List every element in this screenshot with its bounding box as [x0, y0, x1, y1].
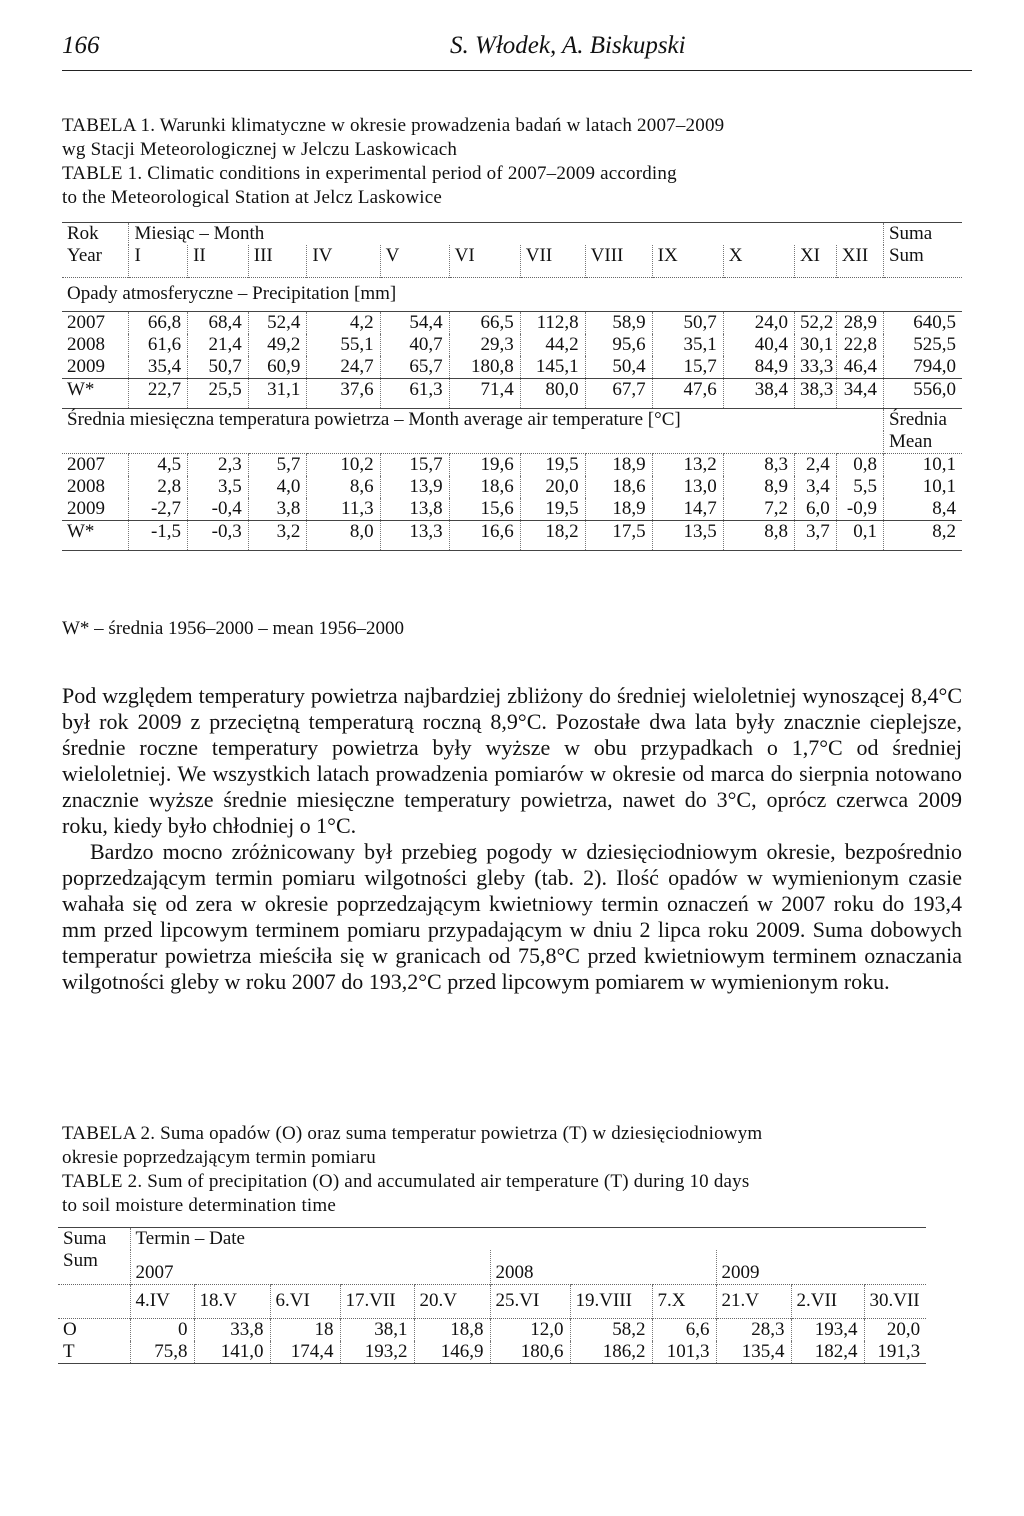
data-cell: 6,0 [794, 498, 836, 521]
data-cell: 146,9 [414, 1341, 490, 1364]
precip-section-title: Opady atmosferyczne – Precipitation [mm] [62, 277, 962, 311]
data-cell: -0,4 [188, 498, 249, 521]
data-cell: 18,8 [414, 1318, 490, 1341]
data-cell: 15,6 [449, 498, 520, 521]
mean-label: Mean [883, 431, 962, 454]
table-row [62, 378, 962, 408]
table-row [62, 356, 962, 379]
data-cell: 68,4 [188, 311, 249, 334]
data-cell: 182,4 [791, 1341, 864, 1364]
row-label: 2007 [62, 453, 129, 476]
month-cell: I [129, 245, 188, 277]
month-cell: II [188, 245, 249, 277]
date-cell: 21.V [716, 1284, 791, 1318]
date-cell: 6.VI [270, 1284, 340, 1318]
data-cell: 65,7 [380, 356, 449, 379]
data-cell: 58,9 [585, 311, 652, 334]
t1-head [62, 223, 962, 278]
sum-label: Sum [63, 1250, 98, 1271]
data-cell: 18,2 [520, 520, 585, 550]
table-row [62, 408, 962, 431]
data-cell: 40,7 [380, 334, 449, 356]
data-cell: 8,9 [723, 476, 794, 498]
data-cell: 17,5 [585, 520, 652, 550]
data-cell: 19,5 [520, 498, 585, 521]
caption-line: TABLE 2. Sum of precipitation (O) and accumulated air temperature (T) during 10 days [62, 1171, 750, 1192]
data-cell: 54,4 [380, 311, 449, 334]
data-cell: 5,7 [248, 453, 307, 476]
data-cell: 84,9 [723, 356, 794, 379]
data-cell: 10,2 [307, 453, 380, 476]
data-cell: 60,9 [248, 356, 307, 379]
data-cell: 18,6 [449, 476, 520, 498]
table2-caption [62, 1122, 962, 1218]
caption-line: to the Meteorological Station at Jelcz Laskowice [62, 187, 442, 208]
data-cell: 61,3 [380, 378, 449, 408]
table-row [62, 520, 962, 550]
data-cell: 20,0 [864, 1318, 926, 1341]
table1-footnote: W* – średnia 1956–2000 – mean 1956–2000 [62, 618, 404, 639]
data-cell: 33,3 [794, 356, 836, 379]
data-cell: 3,2 [248, 520, 307, 550]
table-row [58, 1250, 926, 1284]
date-cell: 2.VII [791, 1284, 864, 1318]
data-cell: 180,8 [449, 356, 520, 379]
date-cell: 30.VII [864, 1284, 926, 1318]
data-cell: 13,3 [380, 520, 449, 550]
data-cell: 4,2 [307, 311, 380, 334]
data-cell: 58,2 [570, 1318, 652, 1341]
caption-line: TABELA 1. Warunki klimatyczne w okresie prowadzenia badań w latach 2007–2009 [62, 115, 725, 136]
data-cell: 0 [130, 1318, 194, 1341]
row-label: 2009 [67, 497, 105, 519]
data-cell: 145,1 [520, 356, 585, 379]
data-cell: 52,2 [794, 311, 836, 334]
table-row [62, 277, 962, 311]
data-cell: 141,0 [194, 1341, 270, 1364]
month-cell: XI [794, 245, 836, 277]
data-cell: 18,9 [585, 498, 652, 521]
rok-label: Rok [62, 223, 129, 246]
table-row [58, 1284, 926, 1318]
t2-head [58, 1228, 926, 1319]
date-cell: 19.VIII [570, 1284, 652, 1318]
data-cell: 67,7 [585, 378, 652, 408]
month-cell: VIII [585, 245, 652, 277]
table-row [62, 245, 962, 277]
data-cell: 3,4 [794, 476, 836, 498]
row-label: T [58, 1341, 130, 1364]
total-cell: 10,1 [883, 476, 962, 498]
row-label: W* [62, 378, 129, 408]
data-cell: 8,6 [307, 476, 380, 498]
data-cell: 19,5 [520, 453, 585, 476]
page-number: 166 [62, 32, 100, 59]
data-cell: 34,4 [836, 378, 883, 408]
data-cell: 8,8 [723, 520, 794, 550]
running-title: S. Włodek, A. Biskupski [450, 32, 686, 59]
t2-body [58, 1318, 926, 1363]
table-row [62, 223, 962, 246]
data-cell: 6,6 [652, 1318, 716, 1341]
data-cell: 18,6 [585, 476, 652, 498]
row-label: 2008 [67, 333, 105, 355]
data-cell: 0,8 [836, 453, 883, 476]
suma-label: Suma [883, 223, 962, 246]
data-cell: 19,6 [449, 453, 520, 476]
data-cell: 22,8 [836, 334, 883, 356]
data-cell: 13,8 [380, 498, 449, 521]
data-cell: 13,2 [652, 453, 723, 476]
caption-line: okresie poprzedzającym termin pomiaru [62, 1147, 376, 1168]
table-row [62, 498, 962, 521]
date-cell: 7.X [652, 1284, 716, 1318]
data-cell: 24,0 [723, 311, 794, 334]
total-cell: 8,2 [883, 520, 962, 550]
row-label: 2008 [67, 475, 105, 497]
data-cell: 20,0 [520, 476, 585, 498]
data-cell: 61,6 [129, 334, 188, 356]
data-cell: 46,4 [836, 356, 883, 379]
data-cell: -2,7 [129, 498, 188, 521]
data-cell: -0,3 [188, 520, 249, 550]
data-cell: 13,9 [380, 476, 449, 498]
page-header [62, 30, 972, 71]
data-cell: 38,1 [340, 1318, 414, 1341]
data-cell: 135,4 [716, 1341, 791, 1364]
data-cell: 18 [270, 1318, 340, 1341]
data-cell: 80,0 [520, 378, 585, 408]
month-cell: IV [307, 245, 380, 277]
table-row [62, 453, 962, 476]
data-cell: 95,6 [585, 334, 652, 356]
srednia-label: Średnia [883, 408, 962, 431]
data-cell: 12,0 [490, 1318, 570, 1341]
data-cell: 75,8 [130, 1341, 194, 1364]
data-cell: 3,7 [794, 520, 836, 550]
total-cell: 525,5 [883, 334, 962, 356]
climate-table [62, 222, 962, 551]
data-cell: 50,7 [188, 356, 249, 379]
data-cell: 28,3 [716, 1318, 791, 1341]
data-cell: 4,0 [248, 476, 307, 498]
suma-label: Suma [58, 1228, 130, 1251]
data-cell: 11,3 [307, 498, 380, 521]
table-row [58, 1341, 926, 1364]
blank-cell [62, 431, 883, 454]
month-cell: III [248, 245, 307, 277]
date-header: Termin – Date [130, 1228, 926, 1251]
caption-line: TABLE 1. Climatic conditions in experimental period of 2007–2009 according [62, 163, 677, 184]
row-label: O [58, 1318, 130, 1341]
month-header: Miesiąc – Month [129, 223, 883, 246]
data-cell: 31,1 [248, 378, 307, 408]
data-cell: 71,4 [449, 378, 520, 408]
data-cell: 44,2 [520, 334, 585, 356]
data-cell: 2,4 [794, 453, 836, 476]
data-cell: 66,5 [449, 311, 520, 334]
data-cell: 35,1 [652, 334, 723, 356]
data-cell: 38,3 [794, 378, 836, 408]
month-cell: X [723, 245, 794, 277]
data-cell: 193,4 [791, 1318, 864, 1341]
data-cell: 180,6 [490, 1341, 570, 1364]
data-cell: 101,3 [652, 1341, 716, 1364]
total-cell: 794,0 [883, 356, 962, 379]
date-cell: 25.VI [490, 1284, 570, 1318]
data-cell: 22,7 [129, 378, 188, 408]
table-row [62, 311, 962, 334]
table1-caption [62, 114, 962, 210]
month-cell: XII [836, 245, 883, 277]
data-cell: 35,4 [129, 356, 188, 379]
blank-cell [58, 1284, 130, 1318]
data-cell: 50,7 [652, 311, 723, 334]
data-cell: 8,0 [307, 520, 380, 550]
data-cell: 186,2 [570, 1341, 652, 1364]
temp-section-title: Średnia miesięczna temperatura powietrza – Month average air temperature [°C] [62, 408, 883, 431]
date-cell: 4.IV [130, 1284, 194, 1318]
data-cell: 50,4 [585, 356, 652, 379]
data-cell: 30,1 [794, 334, 836, 356]
data-cell: 37,6 [307, 378, 380, 408]
table-row [58, 1228, 926, 1251]
data-cell: 66,8 [129, 311, 188, 334]
data-cell: 25,5 [188, 378, 249, 408]
date-cell: 18.V [194, 1284, 270, 1318]
month-cell: VII [520, 245, 585, 277]
data-cell: 40,4 [723, 334, 794, 356]
data-cell: 193,2 [340, 1341, 414, 1364]
t1-temp [62, 408, 962, 550]
body-paragraph: Bardzo mocno zróżnicowany był przebieg pogody w dziesięciodniowym okresie, bezpośrednio poprzedzającym termin pomiaru wilgotności gleby (tab. 2). Ilość opadów w wymienionym czasie wahała się od zera w okresie poprzedzającym kwietniowy termin oznaczeń w 2007 roku do 193,4 mm przed lipcowym terminem pomiaru przypadającym w dniu 2 lipca roku 2009. Suma dobowych temperatur powietrza mieściła się w granicach od 75,8°C przed kwietniowym terminem oznaczania wilgotności gleby w roku 2007 do 193,2°C przed lipcowym pomiarem w wymienionym roku. [62, 839, 962, 994]
total-cell: 556,0 [883, 378, 962, 408]
total-cell: 10,1 [883, 453, 962, 476]
data-cell: -1,5 [129, 520, 188, 550]
body-paragraph: Pod względem temperatury powietrza najbardziej zbliżony do średniej wieloletniej wynoszącej 8,4°C był rok 2009 z przeciętną temperaturą roczną 8,9°C. Pozostałe dwa lata były znacznie cieplejsze, średnie roczne temperatury powietrza były wyższe w obu przypadkach o 1,7°C od średniej wieloletniej. We wszystkich latach prowadzenia pomiarów w okresie od marca do sierpnia notowano znacznie wyższe średnie miesięczne temperatury powietrza, nawet do 3°C, oprócz czerwca 2009 roku, kiedy było chłodniej o 1°C. [62, 683, 962, 838]
date-cell: 17.VII [340, 1284, 414, 1318]
sums-table [58, 1227, 926, 1364]
data-cell: 8,3 [723, 453, 794, 476]
data-cell: 2,3 [188, 453, 249, 476]
year-label: Year [67, 245, 103, 266]
data-cell: 3,8 [248, 498, 307, 521]
data-cell: 28,9 [836, 311, 883, 334]
table-row [58, 1318, 926, 1341]
data-cell: 33,8 [194, 1318, 270, 1341]
caption-line: wg Stacji Meteorologicznej w Jelczu Laskowicach [62, 139, 458, 160]
caption-line: TABELA 2. Suma opadów (O) oraz suma temperatur powietrza (T) w dziesięciodniowym [62, 1123, 763, 1144]
data-cell: 5,5 [836, 476, 883, 498]
data-cell: 14,7 [652, 498, 723, 521]
year-cell: 2007 [130, 1250, 490, 1284]
month-cell: V [380, 245, 449, 277]
month-cell: VI [449, 245, 520, 277]
data-cell: 174,4 [270, 1341, 340, 1364]
data-cell: 49,2 [248, 334, 307, 356]
row-label: 2007 [62, 311, 129, 334]
month-cell: IX [652, 245, 723, 277]
data-cell: 21,4 [188, 334, 249, 356]
data-cell: 13,5 [652, 520, 723, 550]
data-cell: 16,6 [449, 520, 520, 550]
data-cell: 2,8 [129, 476, 188, 498]
row-label: W* [62, 520, 129, 550]
total-cell: 640,5 [883, 311, 962, 334]
caption-line: to soil moisture determination time [62, 1195, 337, 1216]
data-cell: 24,7 [307, 356, 380, 379]
data-cell: 47,6 [652, 378, 723, 408]
data-cell: 0,1 [836, 520, 883, 550]
data-cell: 52,4 [248, 311, 307, 334]
total-cell: 8,4 [883, 498, 962, 521]
data-cell: 191,3 [864, 1341, 926, 1364]
row-label: 2009 [67, 355, 105, 377]
data-cell: 7,2 [723, 498, 794, 521]
data-cell: 55,1 [307, 334, 380, 356]
data-cell: 29,3 [449, 334, 520, 356]
data-cell: 13,0 [652, 476, 723, 498]
table-row [62, 431, 962, 454]
sum-label: Sum [883, 245, 962, 277]
t1-precip [62, 277, 962, 408]
body-text [62, 683, 962, 995]
year-cell: 2009 [716, 1250, 926, 1284]
data-cell: 4,5 [129, 453, 188, 476]
data-cell: 15,7 [380, 453, 449, 476]
table-row [62, 334, 962, 356]
data-cell: 112,8 [520, 311, 585, 334]
date-cell: 20.V [414, 1284, 490, 1318]
data-cell: 18,9 [585, 453, 652, 476]
data-cell: -0,9 [836, 498, 883, 521]
data-cell: 38,4 [723, 378, 794, 408]
data-cell: 15,7 [652, 356, 723, 379]
table-row [62, 476, 962, 498]
year-cell: 2008 [490, 1250, 716, 1284]
data-cell: 3,5 [188, 476, 249, 498]
